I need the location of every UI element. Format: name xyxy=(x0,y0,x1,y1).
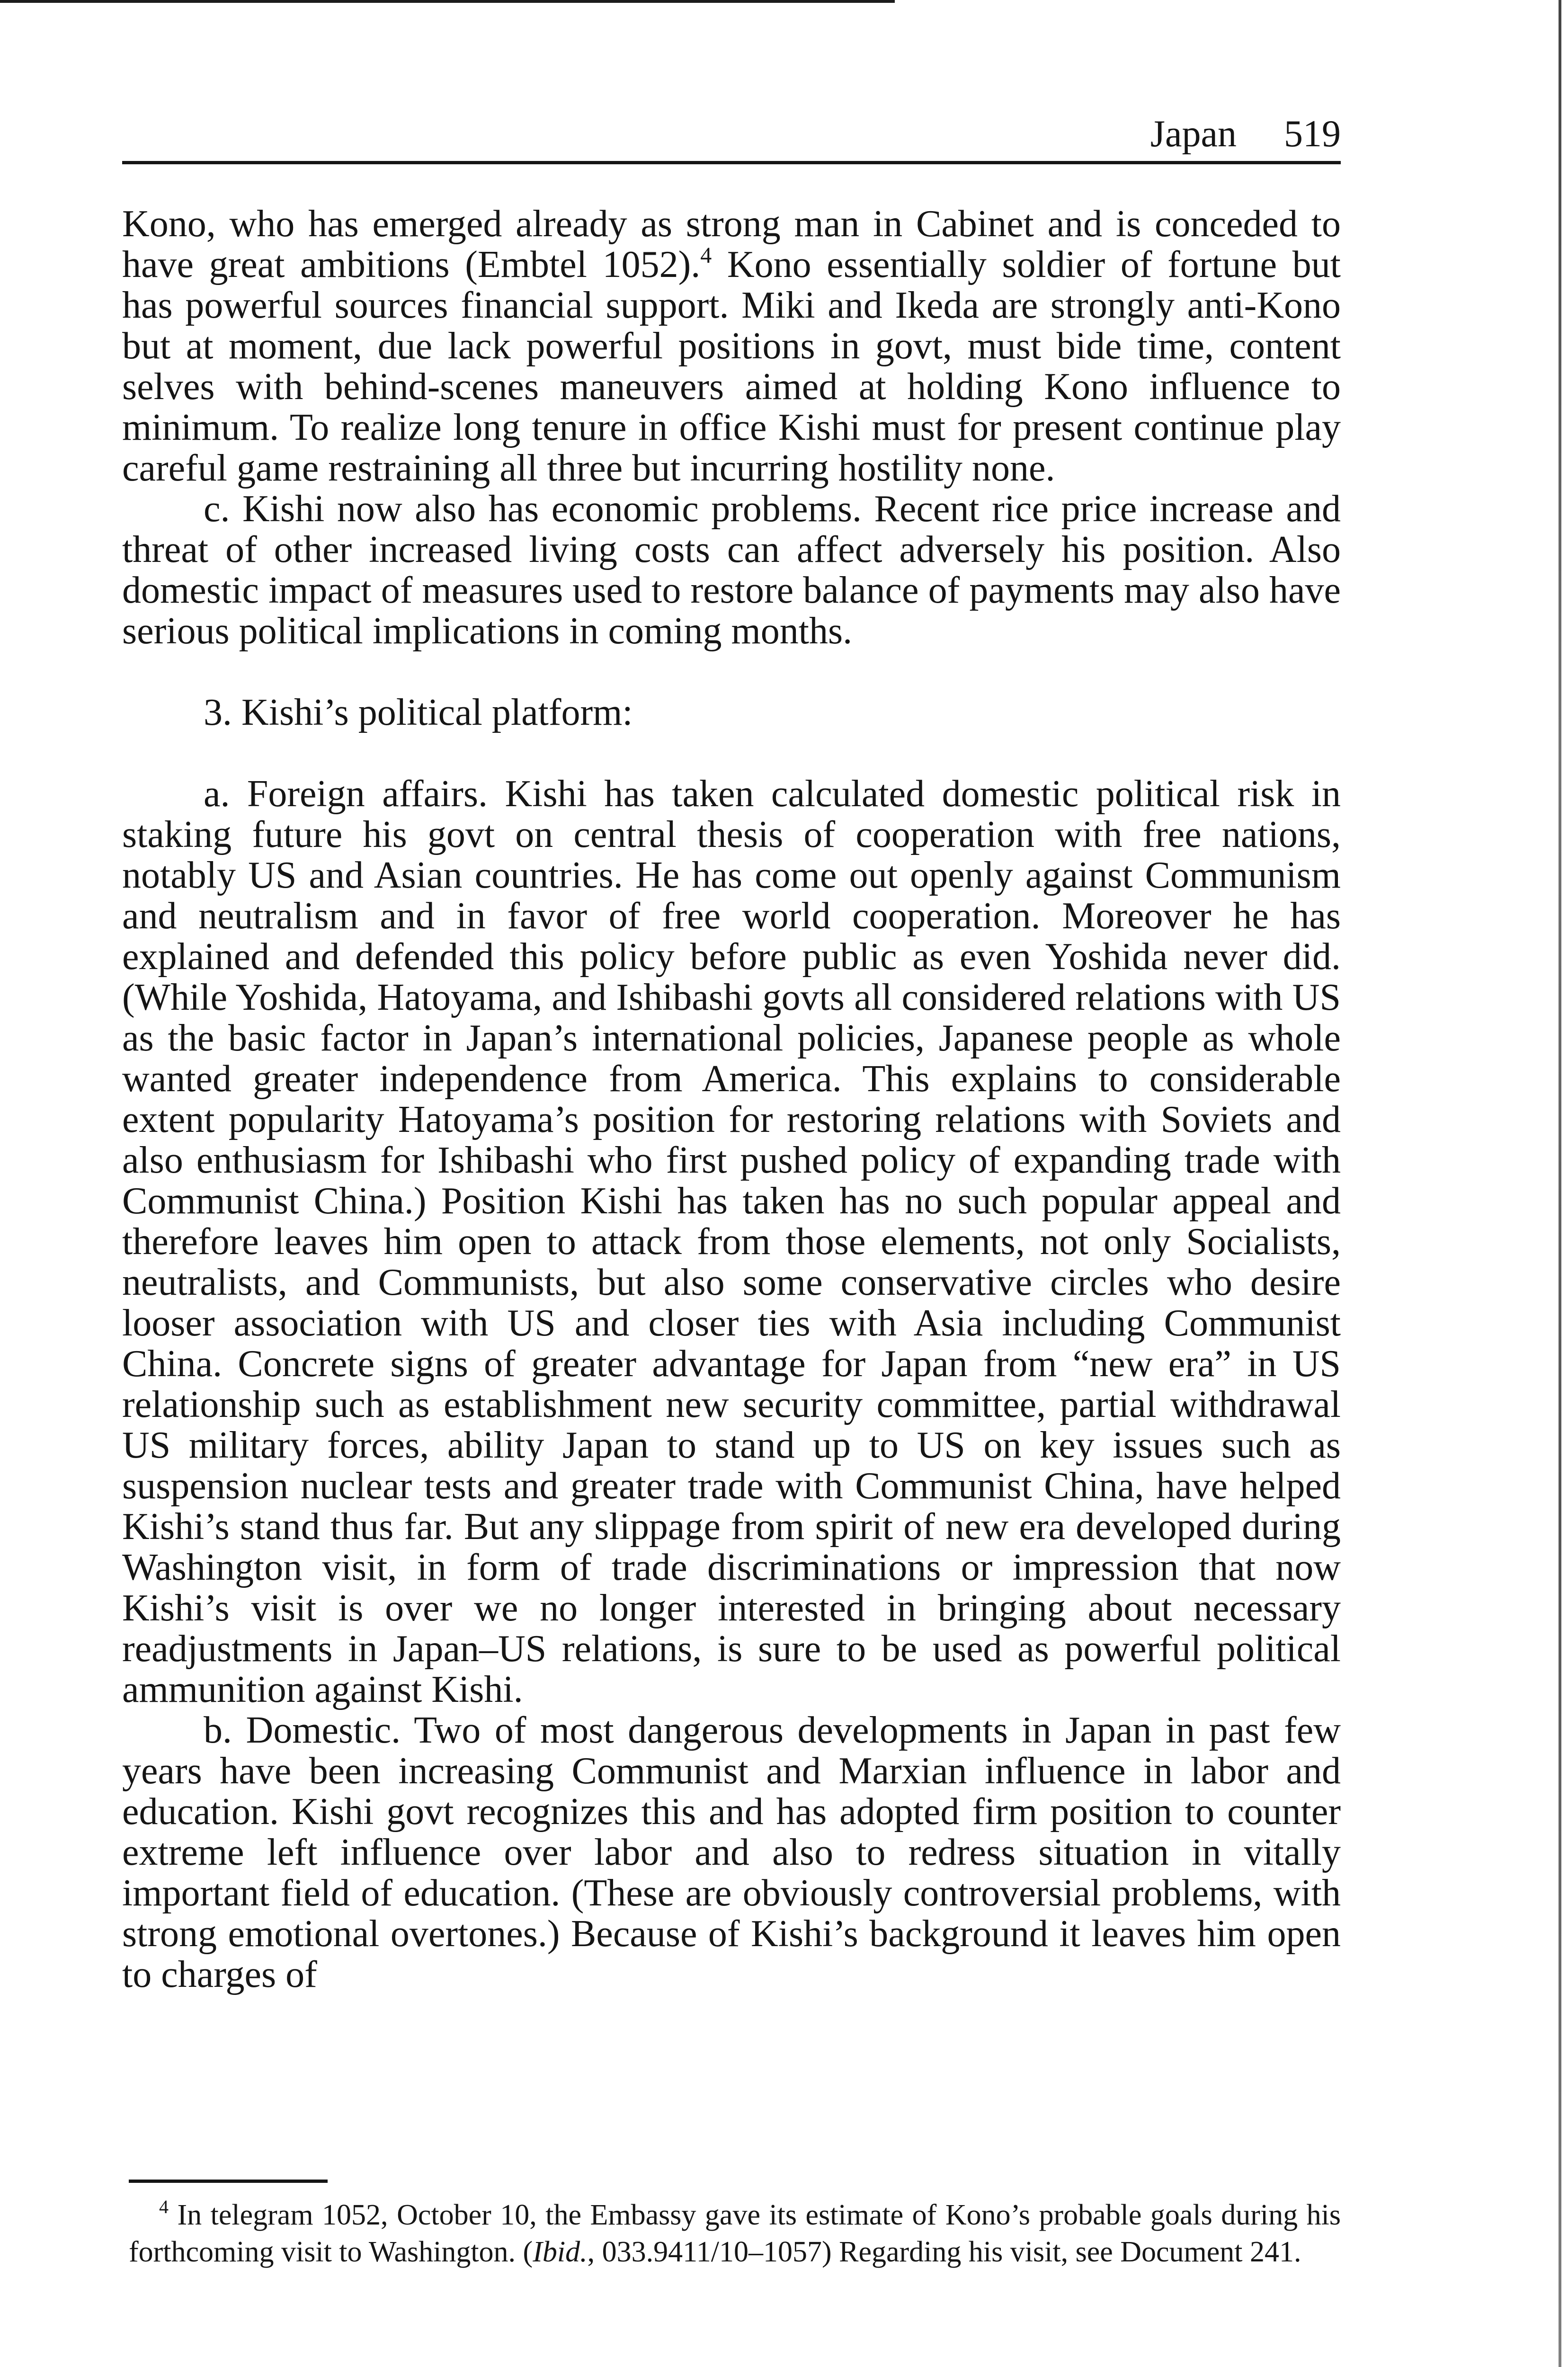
footnote xyxy=(129,2197,1341,2270)
section-heading: 3. Kishi’s political platform: xyxy=(204,692,633,733)
scan-top-edge xyxy=(0,0,895,3)
paragraph-text: Kono essentially soldier of fortune but has powerful sources financial support. Miki and Ikeda are strongly anti-Kono but at moment, due lack powerful positions in govt, must bide time, content selves with behind-scenes maneuvers aimed at holding Kono influence to minimum. To realize long tenure in office Kishi must for present continue play careful game restraining all three but incurring hostility none. xyxy=(122,244,1341,489)
footnote-ibid: Ibid. xyxy=(533,2236,588,2268)
paragraph-text: Kono, who has emerged already as strong man in Cabinet and is conceded to have great ambitions (Embtel 1052). xyxy=(122,203,1341,285)
paragraph-kono-continued xyxy=(122,204,1341,489)
running-head xyxy=(122,108,1341,164)
paragraph-foreign-affairs: a. Foreign affairs. Kishi has taken calculated domestic political risk in staking future his govt on central thesis of cooperation with free nations, notably US and Asian countries. He has come out openly against Communism and neutralism and in favor of free world cooperation. Moreover he has explained and defended this policy before public as even Yoshida never did. (While Yoshida, Hatoyama, and Ishibashi govts all considered relations with US as the basic factor in Japan’s international policies, Japanese people as whole wanted greater independence from America. This explains to considerable extent popularity Hatoyama’s position for restoring relations with Soviets and also enthusiasm for Ishibashi who first pushed policy of expanding trade with Communist China.) Position Kishi has taken has no such popular appeal and therefore leaves him open to attack from those elements, not only Socialists, neutralists, and Communists, but also some conservative circles who desire looser association with US and closer ties with Asia including Communist China. Concrete signs of greater advantage for Japan from “new era” in US relationship such as establishment new security committee, partial withdrawal US military forces, ability Japan to stand up to US on key issues such as suspension nuclear tests and greater trade with Communist China, have helped Kishi’s stand thus far. But any slippage from spirit of new era developed during Washington visit, in form of trade discriminations or impression that now Kishi’s visit is over we no longer interested in bringing about necessary readjustments in Japan–US relations, is sure to be used as powerful political ammunition against Kishi. xyxy=(122,773,1341,1710)
body-text xyxy=(122,204,1341,1995)
scan-right-edge xyxy=(1559,0,1561,2367)
running-head-title: Japan xyxy=(1150,113,1237,155)
paragraph-economic-problems: c. Kishi now also has economic problems. Recent rice price increase and threat of other increased living costs can affect adversely his position. Also domestic impact of measures used to restore balance of payments may also have serious political implications in coming months. xyxy=(122,488,1341,652)
footnote-paragraph xyxy=(129,2197,1341,2270)
footnote-text: In telegram 1052, October 10, the Embassy gave its estimate of Kono’s probable goals during his forthcoming visit to Washington. ( xyxy=(129,2199,1341,2268)
footnote-rule xyxy=(129,2180,328,2183)
page-number: 519 xyxy=(1284,113,1341,155)
footnote-marker: 4 xyxy=(159,2196,169,2217)
paragraph-domestic: b. Domestic. Two of most dangerous developments in Japan in past few years have been increasing Communist and Marxian influence in labor and education. Kishi govt recognizes this and has adopted firm position to counter extreme left influence over labor and also to redress situation in vitally important field of education. (These are obviously controversial problems, with strong emotional overtones.) Because of Kishi’s background it leaves him open to charges of xyxy=(122,1709,1341,1995)
footnote-text: , 033.9411/10–1057) Regarding his visit, see Document 241. xyxy=(587,2236,1301,2268)
footnote-reference: 4 xyxy=(700,243,712,268)
